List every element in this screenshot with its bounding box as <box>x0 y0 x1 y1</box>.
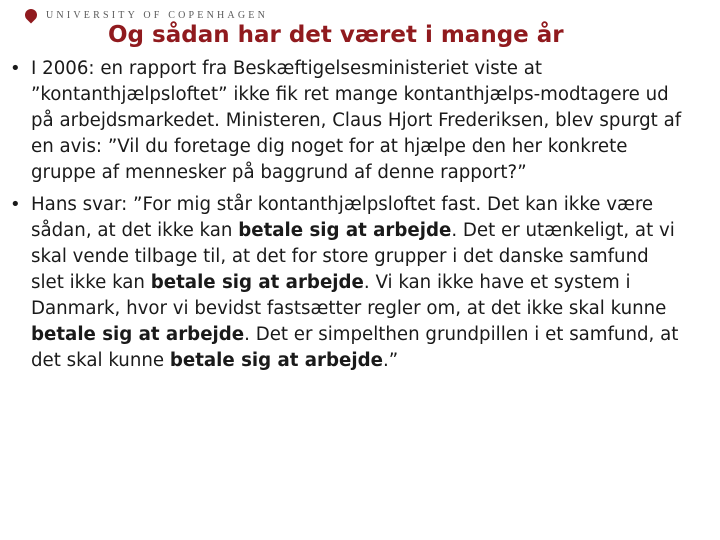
bullet-2-text: . Vi kan ikke have et system i Danmark, hvor vi bevidst fastsætter regler om, at det ikke skal kunne <box>31 272 667 319</box>
bold-phrase: betale sig at arbejde <box>238 220 452 241</box>
bullet-point-2 <box>10 192 685 374</box>
bullet-2-text: Hans svar: ”For mig står kontanthjælpsloftet fast. Det kan ikke være sådan, at det ikke kan <box>31 194 654 241</box>
slide-content <box>10 56 685 380</box>
bullet-point-1 <box>10 56 685 186</box>
crest-icon <box>24 8 38 22</box>
bold-phrase: betale sig at arbejde <box>150 272 364 293</box>
university-name: UNIVERSITY OF COPENHAGEN <box>46 9 268 21</box>
bullet-2-text: .” <box>382 350 399 371</box>
bold-phrase: betale sig at arbejde <box>169 350 383 371</box>
bullet-2-text: . Det er utænkeligt, at vi skal vende tilbage til, at det for store grupper i det danske samfund slet ikke kan <box>31 220 675 293</box>
bullet-1-text: I 2006: en rapport fra Beskæftigelsesministeriet viste at ”kontanthjælpsloftet” ikke fik ret mange kontanthjælps-modtagere ud på arbejdsmarkedet. Ministeren, Claus Hjort Frederiksen, blev spurgt af en avis: ”Vil du foretage dig noget for at hjælpe den her konkrete gruppe af mennesker på baggrund af denne rapport?” <box>31 58 682 183</box>
bold-phrase: betale sig at arbejde <box>31 324 245 345</box>
bullet-list <box>10 56 685 374</box>
bullet-2-text: . Det er simpelthen grundpillen i et samfund, at det skal kunne <box>31 324 679 371</box>
slide-title: Og sådan har det været i mange år <box>108 22 564 48</box>
